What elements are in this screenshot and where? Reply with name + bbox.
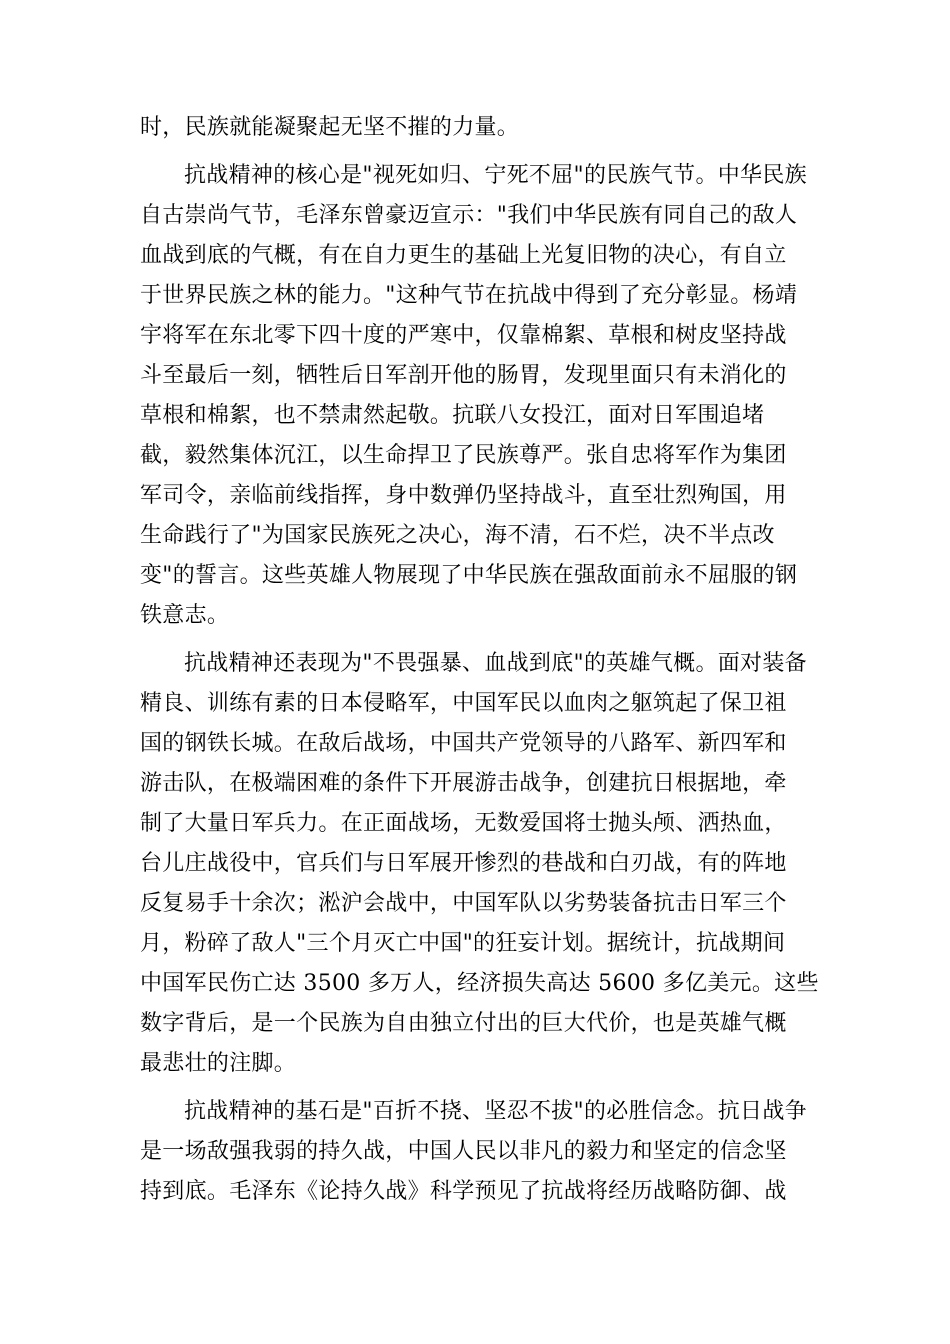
text-line: 台儿庄战役中，官兵们与日军展开惨烈的巷战和白刃战，有的阵地	[140, 851, 787, 876]
text-line: 抗战精神的核心是"视死如归、宁死不屈"的民族气节。中华民族	[184, 163, 807, 188]
paragraph	[140, 644, 820, 1084]
text-line: 铁意志。	[140, 603, 230, 628]
text-line: 抗战精神还表现为"不畏强暴、血战到底"的英雄气概。面对装备	[184, 651, 807, 676]
text-line: 斗至最后一刻，牺牲后日军剖开他的肠胃，发现里面只有未消化的	[140, 363, 787, 388]
text-line: 草根和棉絮，也不禁肃然起敬。抗联八女投江，面对日军围追堵	[140, 403, 765, 428]
text-line: 自古崇尚气节，毛泽东曾豪迈宣示："我们中华民族有同自己的敌人	[140, 203, 798, 228]
text-line: 血战到底的气概，有在自力更生的基础上光复旧物的决心，有自立	[140, 243, 787, 268]
text-line: 于世界民族之林的能力。"这种气节在抗战中得到了充分彰显。杨靖	[140, 283, 798, 308]
text-line: 抗战精神的基石是"百折不挠、坚忍不拔"的必胜信念。抗日战争	[184, 1099, 807, 1124]
text-line: 游击队，在极端困难的条件下开展游击战争，创建抗日根据地，牵	[140, 771, 787, 796]
text-line: 持到底。毛泽东《论持久战》科学预见了抗战将经历战略防御、战	[140, 1179, 787, 1204]
paragraph	[140, 108, 820, 148]
text-line: 中国军民伤亡达 3500 多万人，经济损失高达 5600 多亿美元。这些	[140, 971, 819, 996]
text-line: 生命践行了"为国家民族死之决心，海不清，石不烂，决不半点改	[140, 523, 775, 548]
paragraph	[140, 156, 820, 636]
text-line: 精良、训练有素的日本侵略军，中国军民以血肉之躯筑起了保卫祖	[140, 691, 787, 716]
text-line: 宇将军在东北零下四十度的严寒中，仅靠棉絮、草根和树皮坚持战	[140, 323, 787, 348]
text-line: 制了大量日军兵力。在正面战场，无数爱国将士抛头颅、洒热血，	[140, 811, 787, 836]
text-line: 截，毅然集体沉江，以生命捍卫了民族尊严。张自忠将军作为集团	[140, 443, 787, 468]
text-line: 时，民族就能凝聚起无坚不摧的力量。	[140, 115, 520, 140]
text-line: 数字背后，是一个民族为自由独立付出的巨大代价，也是英雄气概	[140, 1011, 787, 1036]
text-line: 变"的誓言。这些英雄人物展现了中华民族在强敌面前永不屈服的钢	[140, 563, 798, 588]
text-line: 军司令，亲临前线指挥，身中数弹仍坚持战斗，直至壮烈殉国，用	[140, 483, 787, 508]
text-line: 国的钢铁长城。在敌后战场，中国共产党领导的八路军、新四军和	[140, 731, 787, 756]
text-line: 反复易手十余次；淞沪会战中，中国军队以劣势装备抗击日军三个	[140, 891, 787, 916]
document-body	[140, 108, 820, 1220]
text-line: 月，粉碎了敌人"三个月灭亡中国"的狂妄计划。据统计，抗战期间	[140, 931, 786, 956]
paragraph	[140, 1092, 820, 1212]
text-line: 最悲壮的注脚。	[140, 1051, 297, 1076]
text-line: 是一场敌强我弱的持久战，中国人民以非凡的毅力和坚定的信念坚	[140, 1139, 787, 1164]
